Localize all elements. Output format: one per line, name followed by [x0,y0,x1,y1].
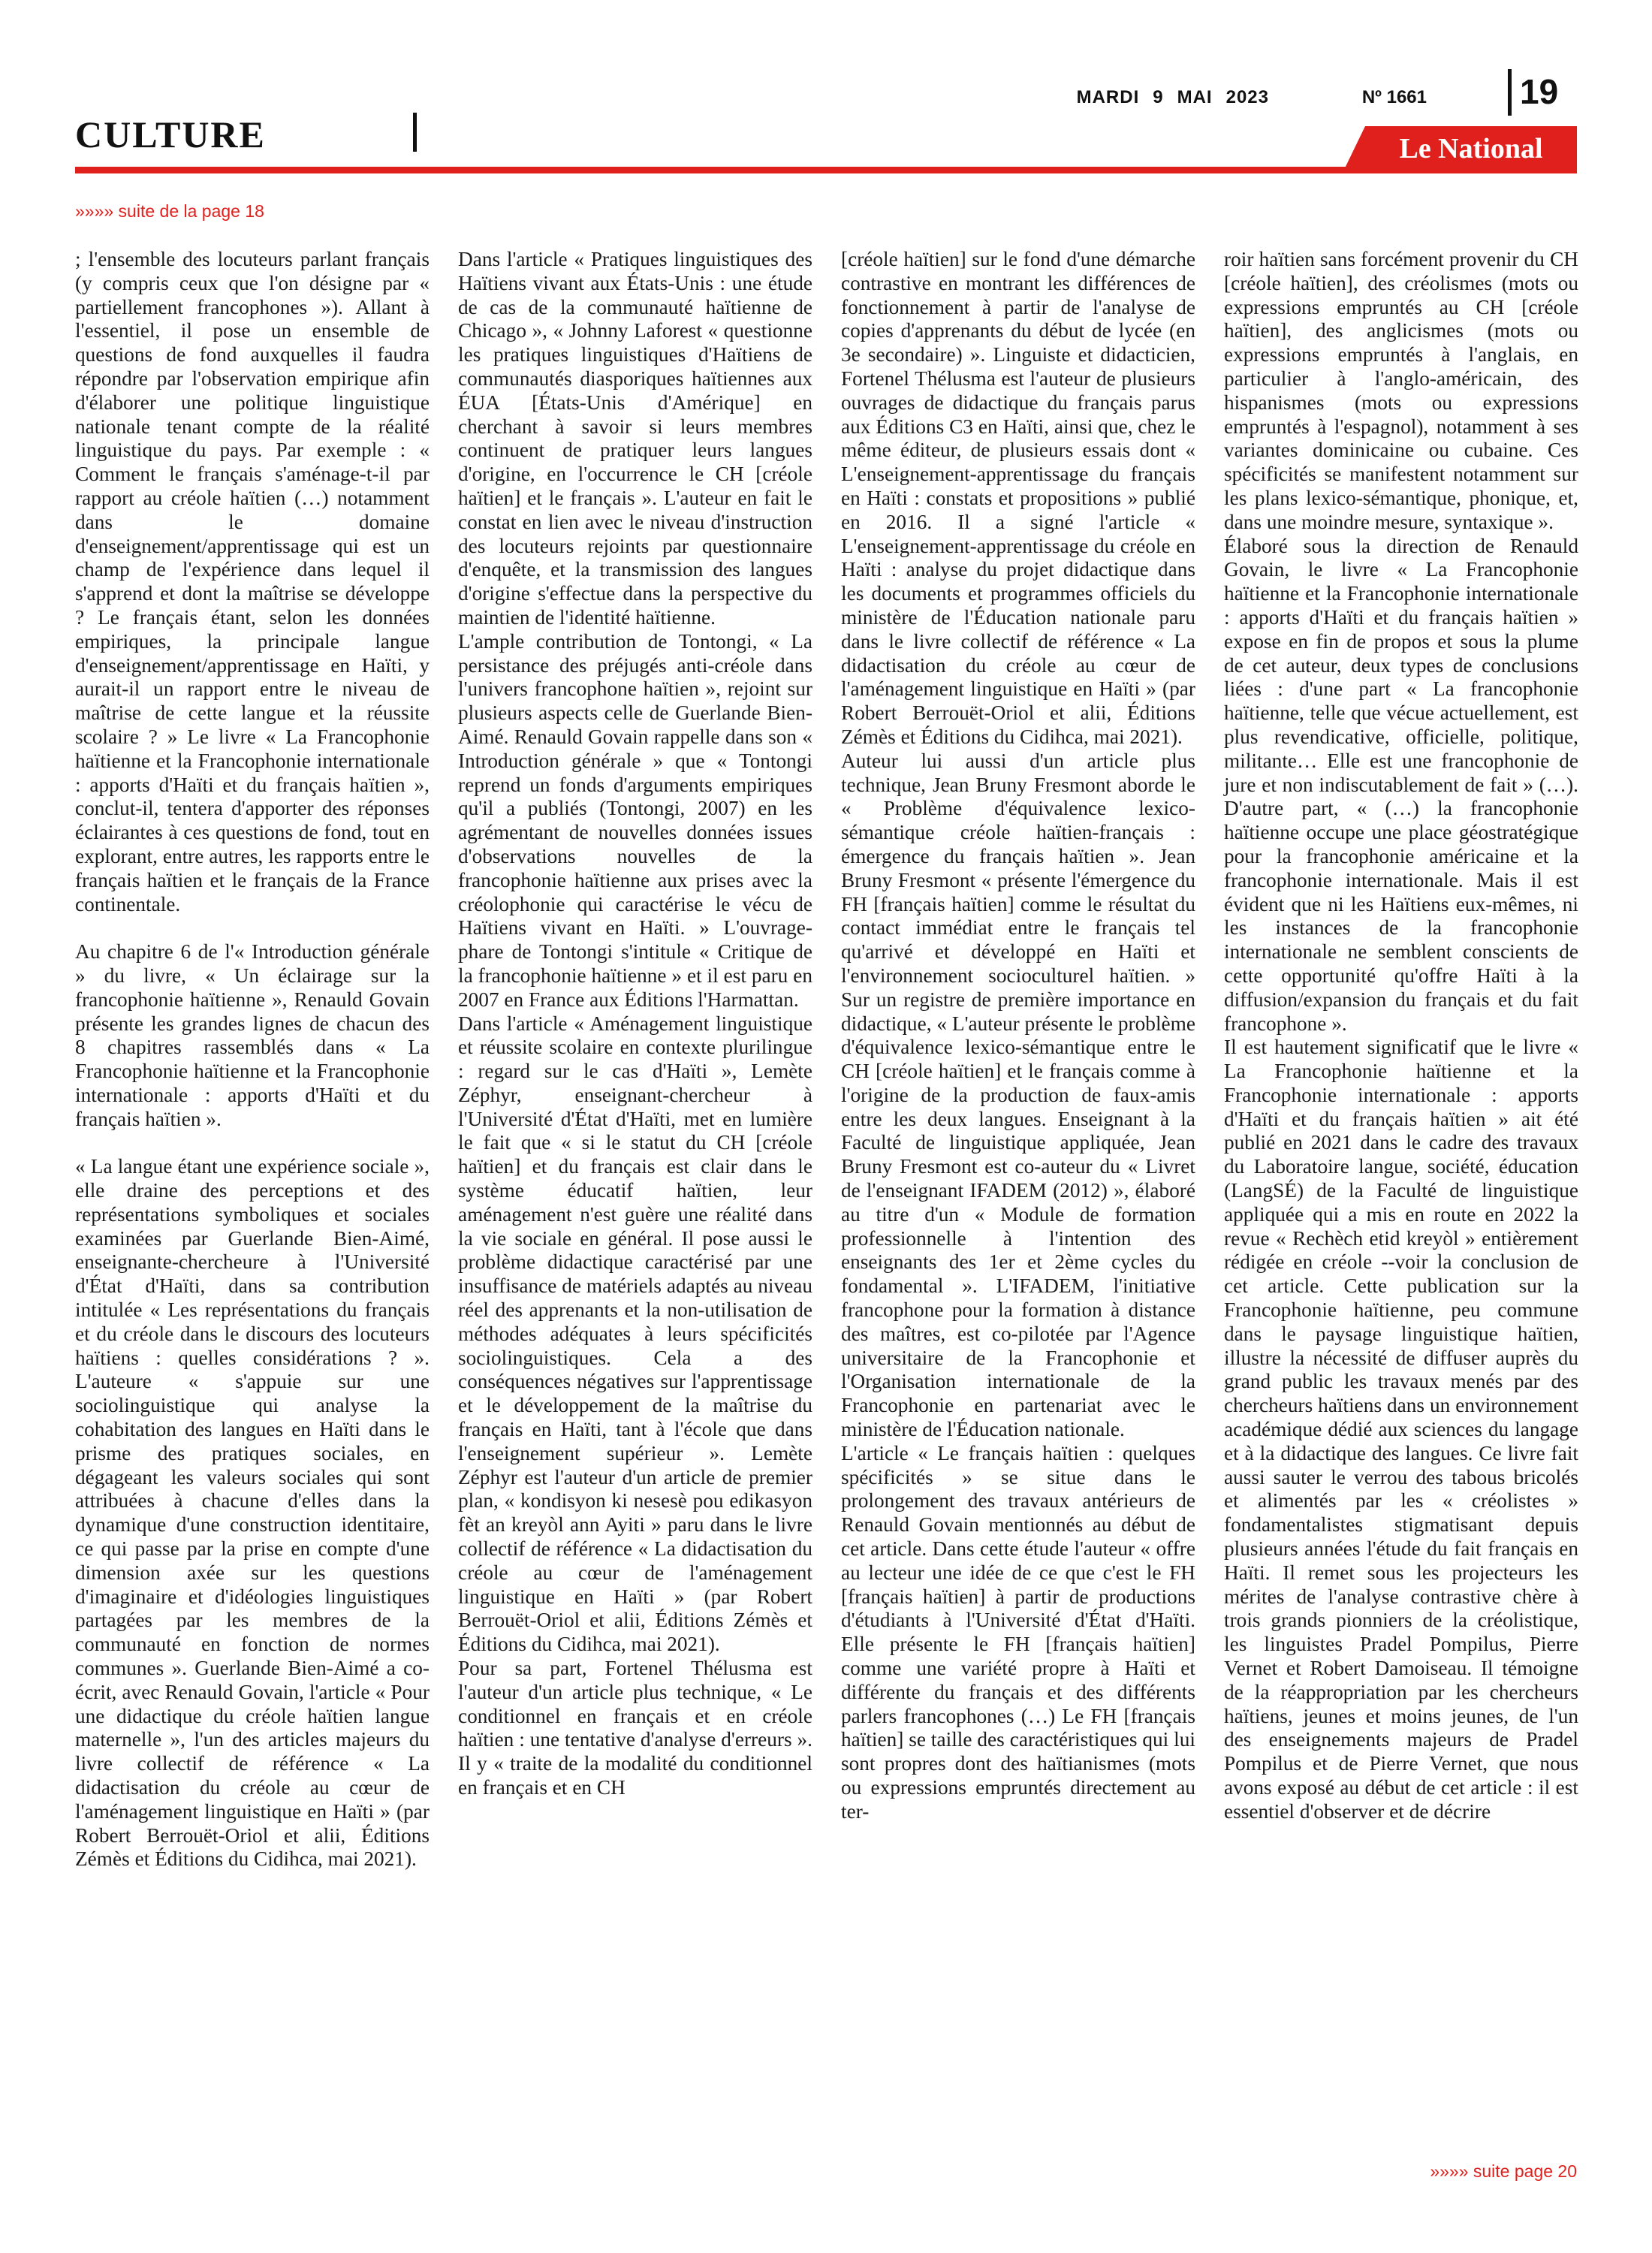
paragraph: Il est hautement significatif que le livre « La Francophonie haïtienne et la Francophonie internationale : apports d'Haïti et du français haïtien » ait été publié en 2021 dans le cadre des travaux du Laboratoire langue, société, éducation (LangSÉ) de la Faculté de linguistique appliquée qui a mis en route en 2022 la revue « Rechèch etid kreyòl » entièrement rédigée en créole --voir la conclusion de cet article. Cette publication sur la Francophonie haïtienne, peu commune dans le paysage linguistique haïtien, illustre la nécessité de diffuser auprès du grand public les travaux menés par des chercheurs haïtiens dans un environnement académique dédié aux sciences du langage et à la didactique des langues. Ce livre fait aussi sauter le verrou des tabous bricolés et alimentés par les « créolistes » fondamentalistes stigmatisant depuis plusieurs années l'étude du fait français en Haïti. Il remet sous les projecteurs les mérites de l'analyse contrastive chère à trois grands pionniers de la créolistique, les linguistes Pradel Pompilus, Pierre Vernet et Robert Damoiseau. Il témoigne de la réappropriation par les chercheurs haïtiens, jeunes et moins jeunes, de l'un des enseignements majeurs de Pradel Pompilus et de Pierre Vernet, que nous avons exposé au début de cet article : il est essentiel d'observer et de décrire [1224,1036,1578,1823]
continued-from-link[interactable]: »»»» suite de la page 18 [75,201,264,221]
paragraph: Pour sa part, Fortenel Thélusma est l'auteur d'un article plus technique, « Le conditionnel en français et en créole haïtien : une tentative d'analyse d'erreurs ». Il y « traite de la modalité du conditionnel en français et en CH [458,1657,812,1799]
page-number-divider [1508,69,1512,116]
paragraph: Dans l'article « Pratiques linguistiques des Haïtiens vivant aux États-Unis : une étude de cas de la communauté haïtienne de Chicago », « Johnny Laforest « questionne les pratiques linguistiques d'Haïtiens de communautés diasporiques haïtiennes aux ÉUA [États-Unis d'Amérique] en cherchant à savoir si leurs membres continuent de pratiquer leurs langues d'origine, en l'occurrence le CH [créole haïtien] et le français ». L'auteur en fait le constat en lien avec le niveau d'instruction des locuteurs rejoints par questionnaire d'enquête, et la transmission des langues d'origine s'effectue dans la perspective du maintien de l'identité haïtienne. [458,248,812,629]
article-column-1 [75,248,430,1871]
date-day-number: 9 [1153,87,1164,107]
date-day: MARDI [1076,87,1140,107]
article-column-2 [458,248,812,1800]
paragraph: roir haïtien sans forcément provenir du CH [créole haïtien], des créolismes (mots ou expressions empruntés au CH [créole haïtien], des anglicismes (mots ou expressions empruntés à l'anglais, en particulier à l'anglo-américain, des hispanismes (mots ou expressions empruntés à l'espagnol), notamment à ses variantes dominicaine ou cubaine. Ces spécificités se manifestent notamment sur les plans lexico-sémantique, phonique, et, dans une moindre mesure, syntaxique ». [1224,248,1578,533]
paragraph: Élaboré sous la direction de Renauld Govain, le livre « La Francophonie haïtienne et la Francophonie internationale : apports d'Haïti et du français haïtien » expose en fin de propos et sous la plume de cet auteur, deux types de conclusions liées : d'une part « La francophonie haïtienne, telle que vécue actuellement, est plus revendicative, officielle, politique, militante… Elle est une francophonie de jure et non indiscutablement de fait » (…). D'autre part, « (…) la francophonie haïtienne occupe une place géostratégique pour la francophonie américaine et la francophonie internationale. Mais il est évident que ni les Haïtiens eux-mêmes, ni les instances de la francophonie internationale ne semblent conscients de cette opportunité qu'offre Haïti à la diffusion/expansion du français et du fait francophone ». [1224,534,1578,1035]
paragraph: ; l'ensemble des locuteurs parlant français (y compris ceux que l'on désigne par « partiellement francophones »). Allant à l'essentiel, il pose un ensemble de questions de fond auxquelles il faudra répondre par l'observation empirique afin d'élaborer une politique linguistique nationale tenant compte de la réalité linguistique du pays. Par exemple : « Comment le français s'aménage-t-il par rapport au créole haïtien (…) notamment dans le domaine d'enseignement/apprentissage qui est un champ de l'expérience dans lequel il s'apprend et dont la maîtrise se développe ? Le français étant, selon les données empiriques, la principale langue d'enseignement/apprentissage en Haïti, y aurait-il un rapport entre le niveau de maîtrise de cette langue et la réussite scolaire ? » Le livre « La Francophonie haïtienne et la Francophonie internationale : apports d'Haïti et du français haïtien », conclut-il, tentera d'apporter des réponses éclairantes à ces questions de fond, tout en explorant, entre autres, les rapports entre le français haïtien et le français de la France continentale. [75,248,430,915]
section-title: CULTURE [75,113,266,155]
continued-to-link[interactable]: »»»» suite page 20 [1430,2161,1577,2181]
paragraph: L'article « Le français haïtien : quelques spécificités » se situe dans le prolongement des travaux antérieurs de Renauld Govain mentionnés au début de cet article. Dans cette étude l'auteur « offre au lecteur une idée de ce que c'est le FH [français haïtien] à partir de productions d'étudiants à l'Université d'État d'Haïti. Elle présente le FH [français haïtien] comme une variété propre à Haïti et différente du français et des différents parlers francophones (…) Le FH [français haïtien] se taille des caractéristiques qui lui sont propres dont des haïtianismes (mots ou expressions empruntés directement au ter- [841,1441,1195,1823]
paragraph: « La langue étant une expérience sociale », elle draine des perceptions et des représentations symboliques et sociales examinées par Guerlande Bien-Aimé, enseignante-chercheure à l'Université d'État d'Haïti, dans sa contribution intitulée « Les représentations du français et du créole dans le discours des locuteurs haïtiens : quelles considérations ? ». L'auteure « s'appuie sur une sociolinguistique qui analyse la cohabitation des langues en Haïti dans le prisme des pratiques sociales, en dégageant les valeurs sociales qui sont attribuées à chacune d'elles dans la dynamique d'une construction identitaire, ce qui passe par la prise en compte d'une dimension axée sur les questions d'imaginaire et d'idéologies linguistiques partagées par les membres de la communauté en fonction de normes communes ». Guerlande Bien-Aimé a co-écrit, avec Renauld Govain, l'article « Pour une didactique du créole haïtien langue maternelle », l'un des articles majeurs du livre collectif de référence « La didactisation du créole au cœur de l'aménagement linguistique en Haïti » (par Robert Berrouët-Oriol et alii, Éditions Zémès et Éditions du Cidihca, mai 2021). [75,1155,430,1871]
paragraph: Au chapitre 6 de l'« Introduction générale » du livre, « Un éclairage sur la francophonie haïtienne », Renauld Govain présente les grandes lignes de chacun des 8 chapitres rassemblés dans « La Francophonie haïtienne et la Francophonie internationale : apports d'Haïti et du français haïtien ». [75,940,430,1130]
article-column-4 [1224,248,1578,1824]
issue-date [1077,87,1269,108]
paragraph: [créole haïtien] sur le fond d'une démarche contrastive en montrant les différences de fonctionnement à partir de l'analyse de copies d'apprenants du début de lycée (en 3e secondaire) ». Linguiste et didacticien, Fortenel Thélusma est l'auteur de plusieurs ouvrages de didactique du français parus aux Éditions C3 en Haïti, ainsi que, chez le même éditeur, de plusieurs essais dont « L'enseignement-apprentissage du français en Haïti : constats et propositions » publié en 2016. Il a signé l'article « L'enseignement-apprentissage du créole en Haïti : analyse du projet didactique dans les documents et programmes officiels du ministère de l'Éducation nationale paru dans le livre collectif de référence « La didactisation du créole au cœur de l'aménagement linguistique en Haïti » (par Robert Berrouët-Oriol et alii, Éditions Zémès et Éditions du Cidihca, mai 2021). [841,248,1195,748]
section-divider [413,113,417,152]
paragraph: Auteur lui aussi d'un article plus technique, Jean Bruny Fresmont aborde le « Problème d'équivalence lexico-sémantique créole haïtien-français : émergence du français haïtien ». Jean Bruny Fresmont « présente l'émergence du FH [français haïtien] comme le résultat du contact immédiat entre le français tel qu'arrivé et développé en Haïti et l'environnement socioculturel haïtien. » Sur un registre de première importance en didactique, « L'auteur présente le problème d'équivalence lexico-sémantique entre le CH [créole haïtien] et le français comme à l'origine de la production de faux-amis entre les deux langues. Enseignant à la Faculté de linguistique appliquée, Jean Bruny Fresmont est co-auteur du « Livret de l'enseignant IFADEM (2012) », élaboré au titre d'un « Module de formation professionnelle à l'intention des enseignants des 1er et 2ème cycles du fondamental ». L'IFADEM, l'initiative francophone pour la formation à distance des maîtres, est co-pilotée par l'Agence universitaire de la Francophonie et l'Organisation internationale de la Francophonie en partenariat avec le ministère de l'Éducation nationale. [841,749,1195,1441]
paragraph: L'ample contribution de Tontongi, « La persistance des préjugés anti-créole dans l'univers francophone haïtien », rejoint sur plusieurs aspects celle de Guerlande Bien-Aimé. Renauld Govain rappelle dans son « Introduction générale » que « Tontongi reprend un fonds d'arguments empiriques qu'il a publiés (Tontongi, 2007) en les agrémentant de nouvelles données issues d'observations nouvelles de la francophonie haïtienne aux prises avec la créolophonie qui caractérise le vécu de Haïtiens vivant en Haïti. » L'ouvrage-phare de Tontongi s'intitule « Critique de la francophonie haïtienne » et il est paru en 2007 en France aux Éditions l'Harmattan. [458,629,812,1011]
issue-number: Nº 1661 [1361,87,1427,107]
paragraph: Dans l'article « Aménagement linguistique et réussite scolaire en contexte plurilingue : regard sur le cas d'Haïti », Lemète Zéphyr, enseignant-chercheur à l'Université d'État d'Haïti, met en lumière le fait que « si le statut du CH [créole haïtien] et du français est clair dans le système éducatif haïtien, leur aménagement n'est guère une réalité dans la vie sociale en général. Il pose aussi le problème didactique caractérisé par une insuffisance de matériels adaptés au niveau réel des apprenants et la non-utilisation de méthodes adéquates à leurs spécificités sociolinguistiques. Cela a des conséquences négatives sur l'apprentissage et le développement de la maîtrise du français en Haïti, tant à l'école que dans l'enseignement supérieur ». Lemète Zéphyr est l'auteur d'un article de premier plan, « kondisyon ki nesesè pou edikasyon fèt an kreyòl ann Ayiti » paru dans le livre collectif de référence « La didactisation du créole au cœur de l'aménagement linguistique en Haïti » (par Robert Berrouët-Oriol et alii, Éditions Zémès et Éditions du Cidihca, mai 2021). [458,1012,812,1656]
date-year: 2023 [1225,87,1269,107]
date-month: MAI [1177,87,1213,107]
article-column-3 [841,248,1195,1824]
page-number: 19 [1520,72,1559,111]
newspaper-name: Le National [1399,133,1543,164]
